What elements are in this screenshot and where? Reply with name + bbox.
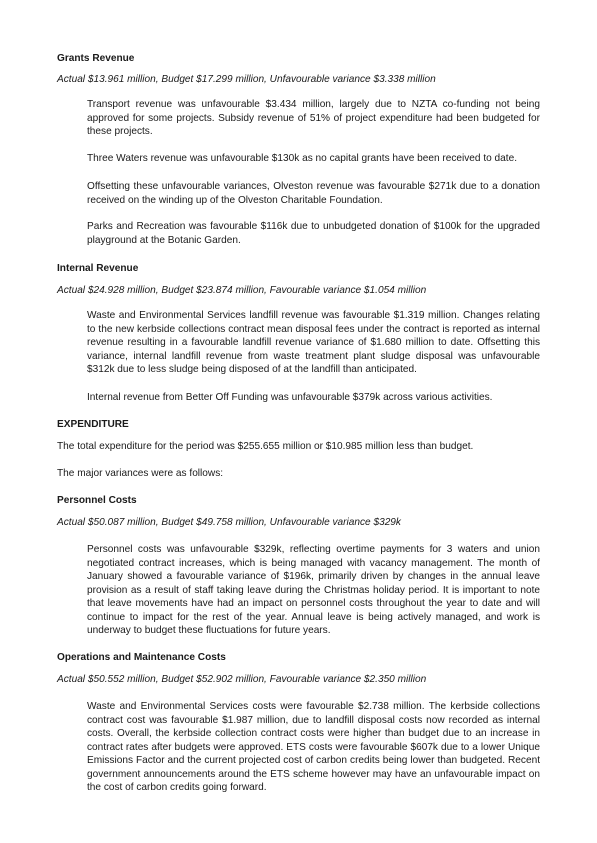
grants-revenue-heading: Grants Revenue [57, 53, 135, 64]
grants-paragraph-transport: Transport revenue was unfavourable $3.434 million, largely due to NZTA co-funding not being approved for some projects. Subsidy revenue of 51% of project expenditure had been budgeted for these projects. [87, 99, 540, 137]
grants-paragraph-parks: Parks and Recreation was favourable $116k due to unbudgeted donation of $100k for the upgraded playground at the Botanic Garden. [87, 221, 540, 246]
expenditure-intro: The major variances were as follows: [57, 468, 224, 479]
personnel-costs-heading: Personnel Costs [57, 495, 137, 506]
operations-costs-summary: Actual $50.552 million, Budget $52.902 million, Favourable variance $2.350 million [57, 674, 427, 685]
internal-revenue-heading: Internal Revenue [57, 263, 139, 274]
expenditure-total: The total expenditure for the period was $255.655 million or $10.985 million less than budget. [57, 441, 474, 452]
internal-paragraph-landfill: Waste and Environmental Services landfill revenue was favourable $1.319 million. Changes relating to the new kerbside collections contract mean disposal fees under the contract is reported as internal revenue resulting in a favourable landfill revenue variance of $1.680 million to date. Offsetting this variance, internal landfill revenue from waste treatment plant sludge disposal was unfavourable $312k due to less sludge being disposed of at the landfill than anticipated. [87, 310, 540, 375]
internal-paragraph-better-off: Internal revenue from Better Off Funding was unfavourable $379k across various activities. [87, 392, 493, 403]
personnel-costs-summary: Actual $50.087 million, Budget $49.758 million, Unfavourable variance $329k [57, 517, 401, 528]
grants-paragraph-three-waters: Three Waters revenue was unfavourable $130k as no capital grants have been received to date. [87, 153, 517, 164]
internal-revenue-summary: Actual $24.928 million, Budget $23.874 million, Favourable variance $1.054 million [57, 285, 427, 296]
personnel-paragraph: Personnel costs was unfavourable $329k, reflecting overtime payments for 3 waters and union negotiated contract increases, which is being managed with vacancy management. The month of January showed a favourable variance of $196k, primarily driven by changes in the annual leave provision as a result of staff taking leave during the Christmas holiday period. It is important to note that leave movements have had an impact on personnel costs throughout the year to date and will continue to impact for the rest of the year. Annual leave is being actively managed, and work is underway to budget these fluctuations for future years. [87, 544, 540, 636]
grants-revenue-summary: Actual $13.961 million, Budget $17.299 million, Unfavourable variance $3.338 million [57, 74, 436, 85]
grants-paragraph-olveston: Offsetting these unfavourable variances, Olveston revenue was favourable $271k due to a donation received on the winding up of the Olveston Charitable Foundation. [87, 181, 540, 206]
operations-paragraph: Waste and Environmental Services costs were favourable $2.738 million. The kerbside collections contract cost was favourable $1.987 million, due to landfill disposal costs now recorded as internal costs. Overall, the kerbside collection contract costs were higher than budget due to an increase in contract rates after budgets were approved. ETS costs were favourable $607k due to a lower Unique Emissions Factor and the current projected cost of carbon credits being lower than budgeted. Recent government announcements around the ETS scheme however may have an unfavourable impact on the cost of carbon credits going forward. [87, 701, 540, 793]
operations-costs-heading: Operations and Maintenance Costs [57, 652, 226, 663]
expenditure-heading: EXPENDITURE [57, 419, 129, 430]
